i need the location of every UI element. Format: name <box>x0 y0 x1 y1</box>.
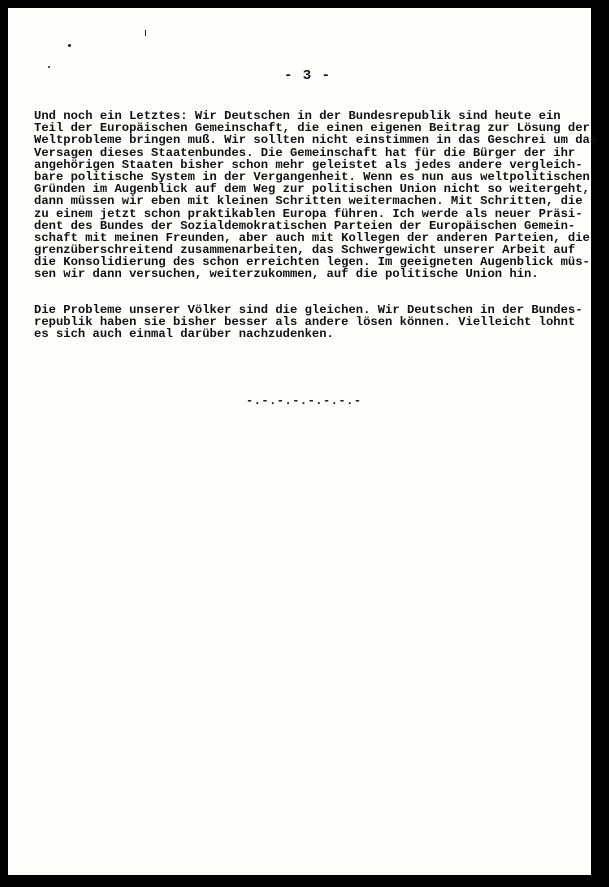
text-line: bare politische System in der Vergangenheit. Wenn es nun aus weltpolitischen <box>34 169 590 184</box>
text-line: angehörigen Staaten bisher schon mehr geleistet als jedes andere vergleich- <box>34 157 583 172</box>
text-line: Und noch ein Letztes: Wir Deutschen in der Bundesrepublik sind heute ein <box>34 109 561 123</box>
text-line: es sich auch einmal darüber nachzudenken. <box>34 327 334 342</box>
scan-speck <box>145 30 146 36</box>
document-page <box>8 8 598 875</box>
body-paragraph-2 <box>34 304 583 341</box>
text-line: republik haben sie bisher besser als andere lösen können. Vielleicht lohnt <box>34 315 576 330</box>
text-line: schaft mit meinen Freunden, aber auch mit Kollegen der anderen Parteien, die <box>34 230 590 245</box>
text-line: grenzüberschreitend zusammenarbeiten, das Schwergewicht unserer Arbeit auf <box>34 243 576 258</box>
text-line: zu einem jetzt schon praktikablen Europa führen. Ich werde als neuer Präsi- <box>34 206 583 221</box>
page-number: - 3 - <box>284 68 332 84</box>
text-line: dann müssen wir eben mit kleinen Schritten weitermachen. Mit Schritten, die <box>34 194 583 209</box>
text-line: dent des Bundes der Sozialdemokratischen Parteien der Europäischen Gemein- <box>34 218 576 233</box>
body-paragraph-1 <box>34 110 597 281</box>
text-line: Die Probleme unserer Völker sind die gleichen. Wir Deutschen in der Bundes- <box>34 303 583 317</box>
text-line: Teil der Europäischen Gemeinschaft, die einen eigenen Beitrag zur Lösung der <box>34 121 590 136</box>
text-line: sen wir dann versuchen, weiterzukommen, auf die politische Union hin. <box>34 267 539 282</box>
text-line: die Konsolidierung des schon erreichten legen. Im geeigneten Augenblick müs- <box>34 255 590 270</box>
text-line: Gründen im Augenblick auf dem Weg zur politischen Union nicht so weitergeht, <box>34 182 590 197</box>
scan-border-left <box>0 0 8 887</box>
scan-border-bottom <box>0 875 609 887</box>
text-line: Weltprobleme bringen muß. Wir sollten nicht einstimmen in das Geschrei um das <box>34 133 598 148</box>
text-line: Versagen dieses Staatenbundes. Die Gemeinschaft hat für die Bürger der ihr <box>34 145 576 160</box>
scan-border-top <box>0 0 609 8</box>
end-of-text-mark: -.-.-.-.-.-.-.- <box>246 394 362 408</box>
scan-speck <box>68 44 71 47</box>
scan-speck <box>48 66 50 68</box>
